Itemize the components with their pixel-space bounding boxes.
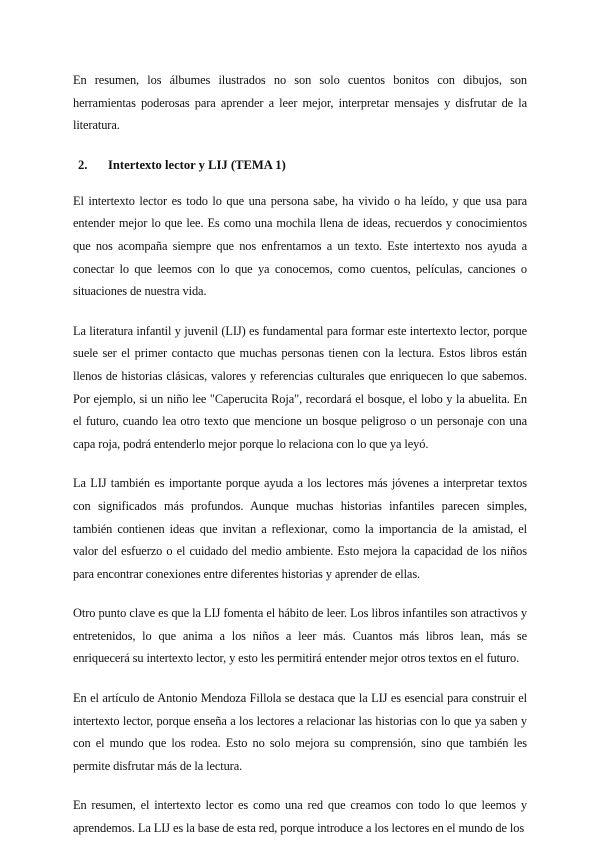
spacer	[73, 670, 527, 687]
spacer	[73, 303, 527, 320]
spacer	[73, 455, 527, 472]
body-paragraph: La LIJ también es importante porque ayuda a los lectores más jóvenes a interpretar textos con significados más profundos. Aunque muchas historias infantiles parecen simples, también contienen ideas que invitan a reflexionar, como la importancia de la amistad, el valor del esfuerzo o el cuidado del medio ambiente. Esto mejora la capacidad de los niños para encontrar conexiones entre diferentes historias y aprender de ellas.	[73, 476, 527, 581]
body-paragraph: En el artículo de Antonio Mendoza Fillola se destaca que la LIJ es esencial para construir el intertexto lector, porque enseña a los lectores a relacionar las historias con lo que ya saben y con el mundo que los rodea. Esto no solo mejora su comprensión, sino que también les permite disfrutar más de la lectura.	[73, 691, 527, 773]
spacer	[73, 585, 527, 602]
body-paragraph: Otro punto clave es que la LIJ fomenta el hábito de leer. Los libros infantiles son atractivos y entretenidos, lo que anima a los niños a leer más. Cuantos más libros lean, más se enriquecerá su intertexto lector, y esto les permitirá entender mejor otros textos en el futuro.	[73, 606, 527, 666]
body-paragraph: El intertexto lector es todo lo que una persona sabe, ha vivido o ha leído, y que usa para entender mejor lo que lee. Es como una mochila llena de ideas, recuerdos y conocimientos que nos acompaña siempre que nos enfrentamos a un texto. Este intertexto nos ayuda a conectar lo que leemos con lo que ya conocemos, como cuentos, películas, canciones o situaciones de nuestra vida.	[73, 193, 527, 299]
section-title: Intertexto lector y LIJ (TEMA 1)	[108, 157, 286, 172]
body-paragraph: En resumen, el intertexto lector es como una red que creamos con todo lo que leemos y aprendemos. La LIJ es la base de esta red, porque introduce a los lectores en el mundo de los	[73, 798, 527, 836]
section-heading	[73, 154, 527, 176]
spacer	[73, 137, 527, 154]
spacer	[73, 176, 527, 190]
body-paragraph: La literatura infantil y juvenil (LIJ) es fundamental para formar este intertexto lector, porque suele ser el primer contacto que muchas personas tienen con la lectura. Estos libros están llenos de historias clásicas, valores y referencias culturales que enriquecen lo que sabemos. Por ejemplo, si un niño lee "Caperucita Roja", recordará el bosque, el lobo y la abuelita. En el futuro, cuando lea otro texto que mencione un bosque peligroso o un personaje con una capa roja, podrá entenderlo mejor porque lo relaciona con lo que ya leyó.	[73, 323, 527, 451]
section-number: 2.	[78, 157, 88, 172]
intro-paragraph: En resumen, los álbumes ilustrados no son solo cuentos bonitos con dibujos, son herramientas poderosas para aprender a leer mejor, interpretar mensajes y disfrutar de la literatura.	[73, 73, 527, 133]
spacer	[73, 777, 527, 794]
